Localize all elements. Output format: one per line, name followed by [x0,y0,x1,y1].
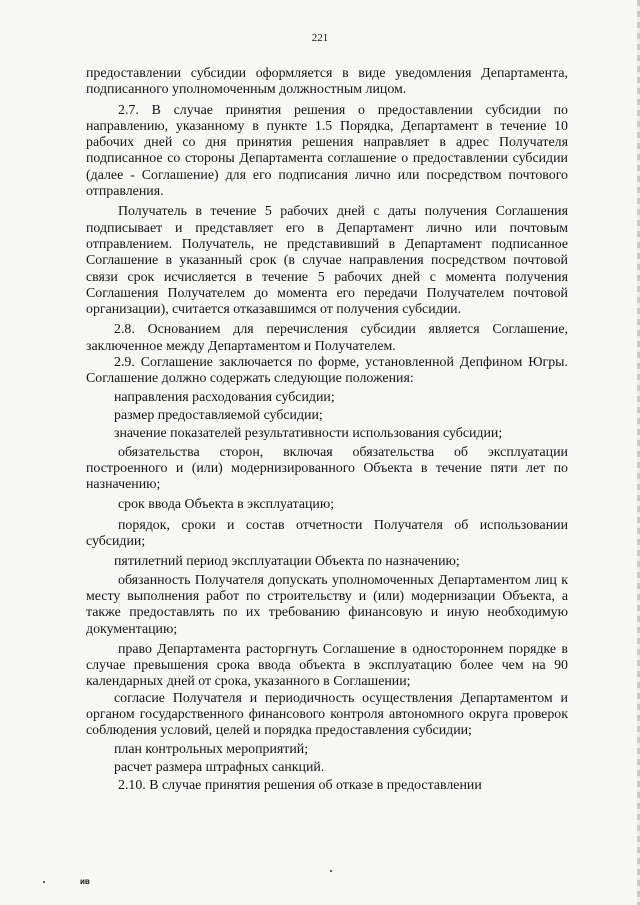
page-number: 221 [311,32,329,44]
scan-speck [330,870,332,872]
list-item: обязанность Получателя допускать уполномоченных Департаментом лиц к месту выполнения работ по строительству и (или) модернизации Объекта, а также предоставлять по их требованию финансовую и иную необходимую документацию; [86,572,568,637]
list-item: направления расходования субсидии; [114,389,335,405]
list-item: право Департамента расторгнуть Соглашение в одностороннем порядке в случае превышения срока ввода объекта в эксплуатацию более чем на 90 календарных дней от срока, указанного в Соглашении; [86,641,568,690]
list-item: срок ввода Объекта в эксплуатацию; [118,497,335,513]
list-item: согласие Получателя и периодичность осуществления Департаментом и органом государственного финансового контроля автономного округа проверок соблюдения условий, целей и порядка предоставления субсидии; [86,690,568,739]
footer-initials: ив [80,877,90,886]
list-item: значение показателей результативности использования субсидии; [114,426,503,442]
list-item: план контрольных мероприятий; [114,741,309,757]
paragraph-2-9: 2.9. Соглашение заключается по форме, установленной Депфином Югры. Соглашение должно содержать следующие положения: [86,355,568,387]
list-item: пятилетний период эксплуатации Объекта по назначению; [114,554,460,570]
paragraph-continuation: предоставлении субсидии оформляется в виде уведомления Департамента, подписанного уполномоченным должностным лицом. [86,66,568,98]
paragraph-2-7: 2.7. В случае принятия решения о предоставлении субсидии по направлению, указанному в пункте 1.5 Порядка, Департамент в течение 10 рабочих дней со дня принятия решения направляет в адрес Получателя подписанное со стороны Департамента соглашение о предоставлении субсидии (далее - Соглашение) для его подписания лично или посредством почтового отправления. [86,102,568,200]
list-item: размер предоставляемой субсидии; [114,407,323,423]
scan-speck [43,881,45,883]
list-item: обязательства сторон, включая обязательства об эксплуатации построенного и (или) модернизированного Объекта в течение пяти лет по назначению; [86,444,568,493]
paragraph-2-8: 2.8. Основанием для перечисления субсидии является Соглашение, заключенное между Департаментом и Получателем. [86,322,568,354]
paragraph-recipient: Получатель в течение 5 рабочих дней с даты получения Соглашения подписывает и представляет его в Департамент лично или почтовым отправлением. Получатель, не представивший в Департамент подписанное Соглашение в указанный срок (в случае направления посредством почтовой связи срок исчисляется в течение 5 рабочих дней с момента получения Соглашения Получателем до момента его передачи Получателем почтовой организации), считается отказавшимся от получения субсидии. [86,204,568,318]
paragraph-2-10: 2.10. В случае принятия решения об отказе в предоставлении [118,778,482,794]
list-item: расчет размера штрафных санкций. [114,759,325,775]
list-item: порядок, сроки и состав отчетности Получателя об использовании субсидии; [86,517,568,550]
document-body [86,66,568,794]
